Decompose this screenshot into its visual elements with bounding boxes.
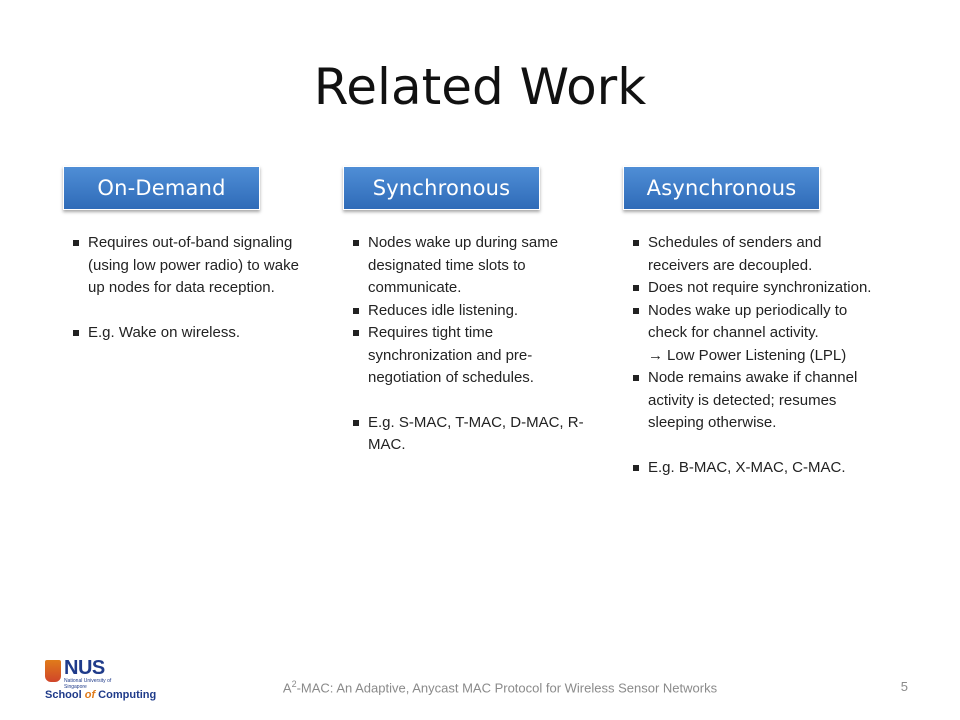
- bullet-list: [343, 232, 593, 457]
- footer-text: $A^2$-MAC: An Adaptive, Anycast MAC Protocol for Wireless Sensor Networks: [282, 679, 718, 696]
- square-bullet-icon: [633, 285, 639, 291]
- list-item: Requires out-of-band signaling (using low power radio) to wake up nodes for data reception.: [63, 232, 313, 300]
- square-bullet-icon: [353, 308, 359, 314]
- list-item: E.g. Wake on wireless.: [63, 322, 313, 345]
- square-bullet-icon: [73, 330, 79, 336]
- list-item: Node remains awake if channel activity is detected; resumes sleeping otherwise.: [623, 367, 873, 435]
- list-item-sub: → Low Power Listening (LPL): [648, 346, 847, 364]
- list-item: Reduces idle listening.: [343, 300, 593, 323]
- header-synchronous: Synchronous: [343, 166, 540, 210]
- nus-crest-icon: [45, 660, 61, 682]
- square-bullet-icon: [353, 420, 359, 426]
- logo-name: NUS: [64, 657, 105, 679]
- list-item: E.g. B-MAC, X-MAC, C-MAC.: [623, 457, 873, 480]
- right-arrow-icon: →: [648, 346, 663, 364]
- square-bullet-icon: [353, 240, 359, 246]
- bullet-list: [623, 232, 873, 479]
- list-item: Requires tight time synchronization and pre-negotiation of schedules.: [343, 322, 593, 390]
- list-item: Nodes wake up periodically to check for channel activity.: [623, 300, 873, 345]
- square-bullet-icon: [353, 330, 359, 336]
- bullet-list: [63, 232, 313, 344]
- list-item: Schedules of senders and receivers are decoupled.: [623, 232, 873, 277]
- square-bullet-icon: [633, 375, 639, 381]
- square-bullet-icon: [73, 240, 79, 246]
- slide-title: Related Work: [313, 58, 647, 116]
- square-bullet-icon: [633, 465, 639, 471]
- nus-logo: [45, 657, 157, 704]
- header-on-demand: On-Demand: [63, 166, 260, 210]
- header-asynchronous: Asynchronous: [623, 166, 820, 210]
- list-item: Nodes wake up during same designated time slots to communicate.: [343, 232, 593, 300]
- logo-school: School of Computing: [45, 689, 157, 701]
- list-item: E.g. S-MAC, T-MAC, D-MAC, R-MAC.: [343, 412, 593, 457]
- square-bullet-icon: [633, 308, 639, 314]
- square-bullet-icon: [633, 240, 639, 246]
- list-item: Does not require synchronization.: [623, 277, 873, 300]
- column-on-demand: [63, 166, 313, 344]
- logo-subtitle: National University of Singapore: [64, 678, 112, 690]
- column-asynchronous: [623, 166, 873, 479]
- column-synchronous: [343, 166, 593, 457]
- page-number: 5: [900, 679, 908, 694]
